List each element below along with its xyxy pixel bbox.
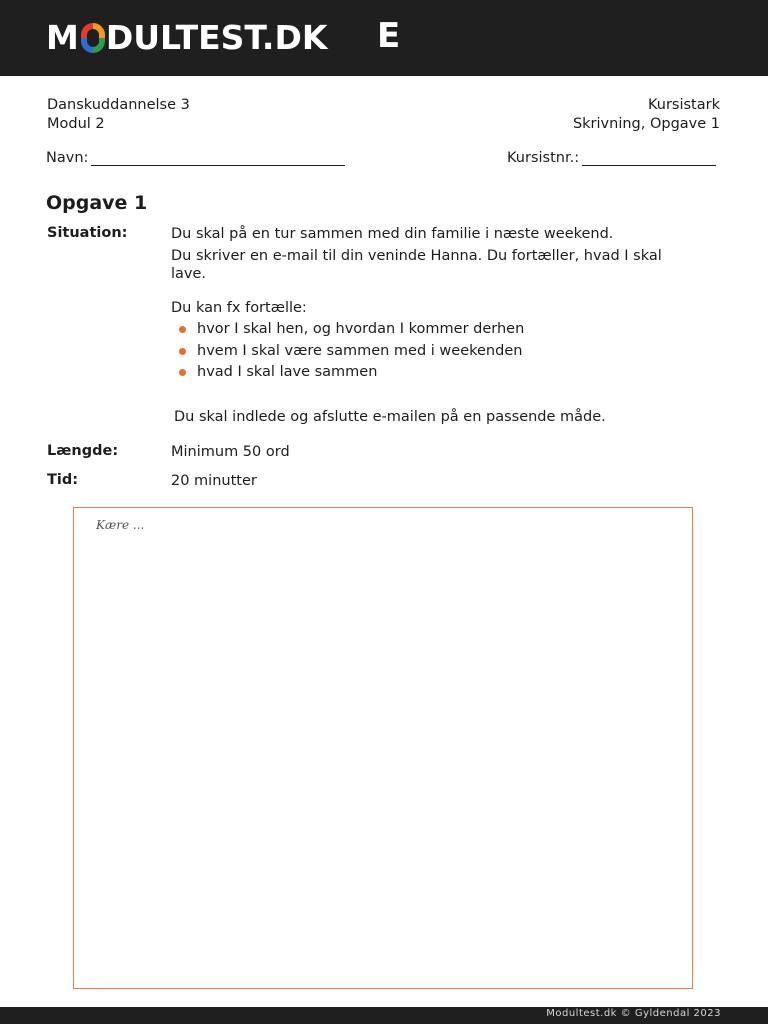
logo-o-icon xyxy=(81,23,105,53)
footer-bar xyxy=(0,1007,768,1024)
list-item: hvem I skal være sammen med i weekenden xyxy=(177,342,524,364)
course-name: Danskuddannelse 3 xyxy=(47,97,190,113)
name-field xyxy=(46,148,345,166)
level-badge: E xyxy=(377,16,401,56)
brand-logo xyxy=(46,18,327,58)
list-item: hvor I skal hen, og hvordan I kommer derhen xyxy=(177,320,524,342)
logo-text-start: M xyxy=(46,18,79,57)
time-label: Tid: xyxy=(47,472,79,488)
bullet-icon xyxy=(179,326,186,333)
closing-instruction: Du skal indlede og afslutte e-mailen på en passende måde. xyxy=(174,409,606,425)
bullet-icon xyxy=(179,369,186,376)
task-name: Skrivning, Opgave 1 xyxy=(572,116,720,132)
bullet-icon xyxy=(179,348,186,355)
list-item: hvad I skal lave sammen xyxy=(177,363,524,385)
length-value: Minimum 50 ord xyxy=(171,444,290,460)
module-name: Modul 2 xyxy=(47,116,105,132)
student-number-field xyxy=(507,148,716,166)
suggestion-intro: Du kan fx fortælle: xyxy=(171,300,307,316)
time-value: 20 minutter xyxy=(171,473,257,489)
course-info xyxy=(47,96,190,134)
situation-line-1: Du skal på en tur sammen med din familie i næste weekend. xyxy=(171,226,614,242)
length-label: Længde: xyxy=(47,443,119,459)
top-banner xyxy=(0,0,768,76)
student-number-blank-line[interactable] xyxy=(582,148,716,166)
task-title: Opgave 1 xyxy=(46,192,148,214)
answer-hint: Kære ... xyxy=(96,518,145,532)
name-label: Navn: xyxy=(46,150,89,166)
suggestion-list xyxy=(177,320,524,385)
name-blank-line[interactable] xyxy=(91,148,345,166)
copyright-text: Modultest.dk © Gyldendal 2023 xyxy=(546,1008,721,1019)
situation-line-2: Du skriver en e-mail til din veninde Hanna. Du fortæller, hvad I skal lave. xyxy=(171,248,662,282)
task-info xyxy=(573,96,720,134)
level-name: Kursistark xyxy=(647,97,720,113)
situation-label: Situation: xyxy=(47,225,128,241)
logo-text-end: DULTEST.DK xyxy=(105,18,328,57)
answer-box[interactable] xyxy=(73,507,693,989)
student-number-label: Kursistnr.: xyxy=(507,150,580,166)
